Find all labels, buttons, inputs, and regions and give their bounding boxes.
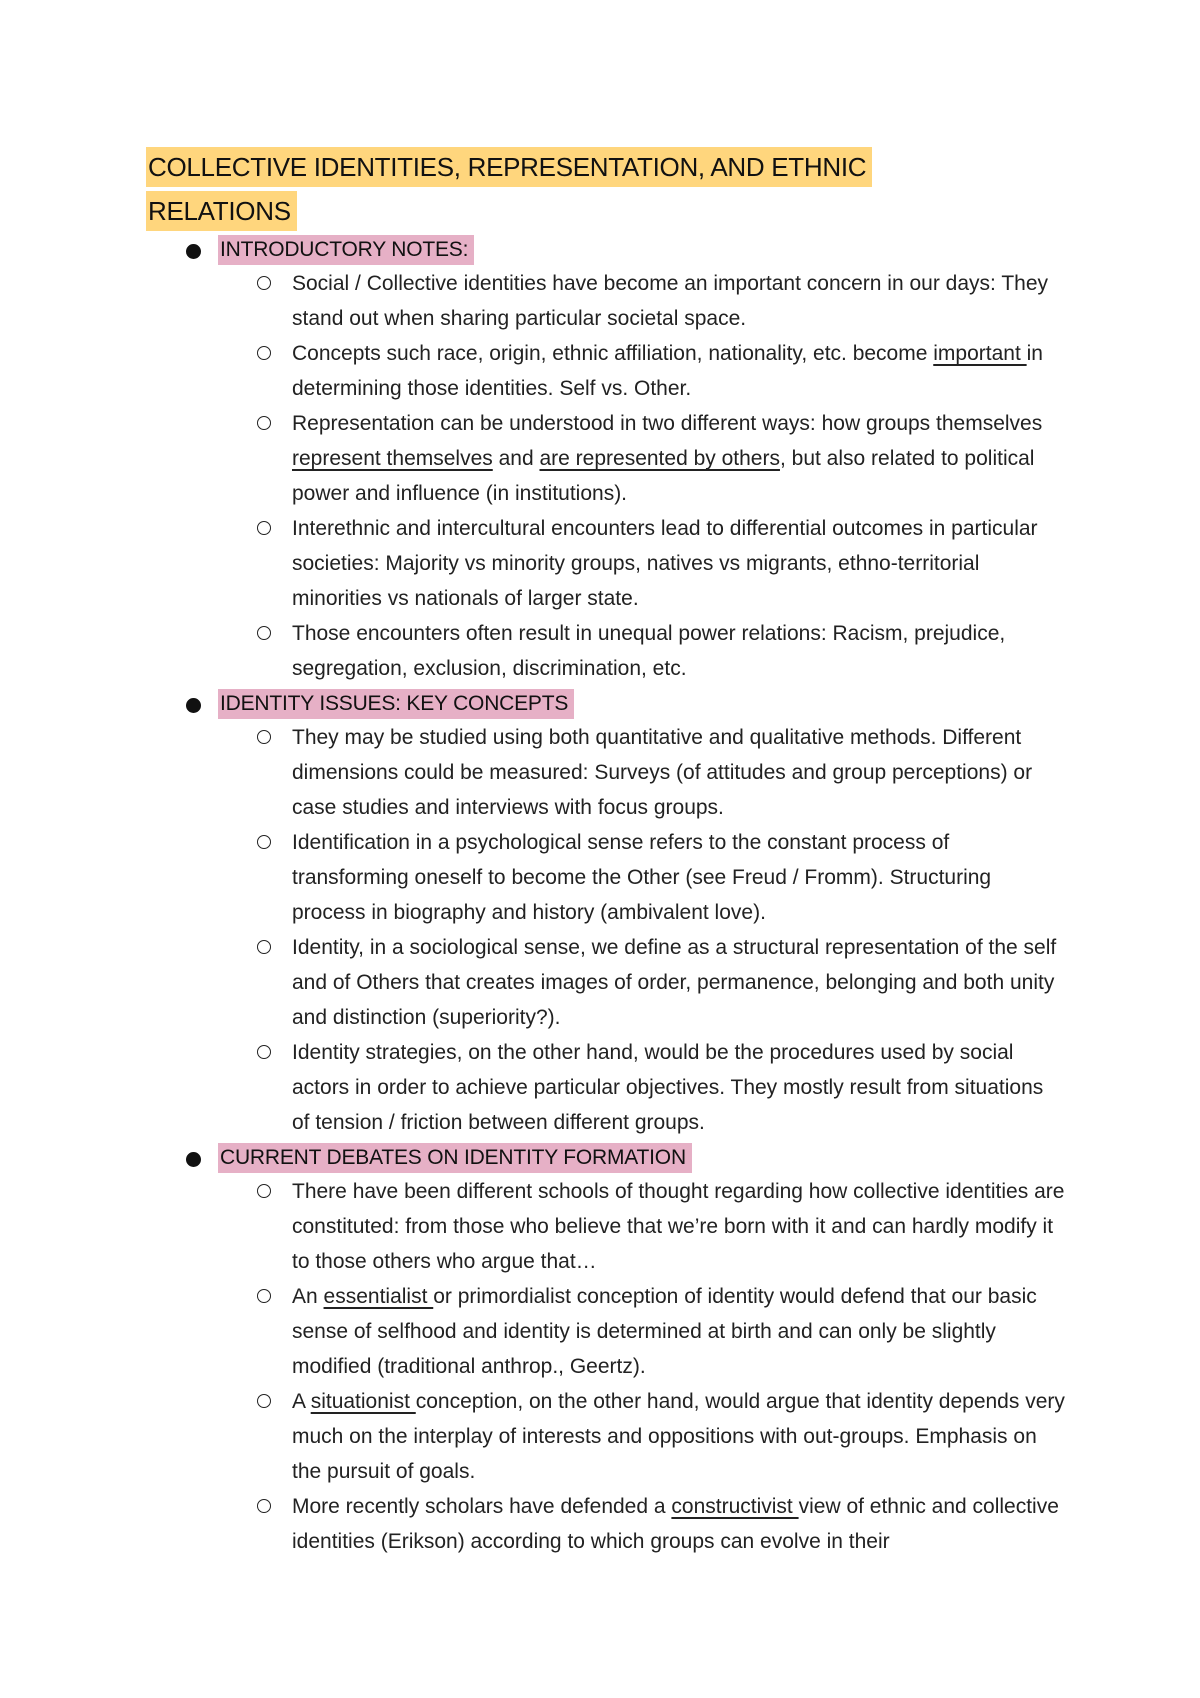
text-run: An	[292, 1285, 324, 1308]
hollow-bullet-icon	[257, 346, 271, 360]
underlined-term: are represented by others	[539, 447, 780, 470]
list-item	[146, 1035, 1066, 1140]
hollow-bullet-icon	[257, 730, 271, 744]
item-text	[292, 825, 1066, 930]
text-run: Interethnic and intercultural encounters lead to differential outcomes in particular societies: Majority vs minority groups, natives vs migrants, ethno-territorial minorities vs nationals of larger state.	[292, 517, 1038, 610]
hollow-bullet-icon	[257, 1289, 271, 1303]
section	[146, 232, 1066, 686]
text-run: in determining those identities. Self vs. Other.	[292, 342, 1043, 400]
hollow-bullet-icon	[257, 276, 271, 290]
item-text	[292, 266, 1066, 336]
item-text	[292, 1279, 1066, 1384]
section	[146, 1140, 1066, 1559]
item-text	[292, 1035, 1066, 1140]
hollow-bullet-icon	[257, 1499, 271, 1513]
hollow-bullet-icon	[257, 1184, 271, 1198]
item-text	[292, 720, 1066, 825]
text-run: More recently scholars have defended a	[292, 1495, 672, 1518]
text-run: conception, on the other hand, would argue that identity depends very much on the interplay of interests and oppositions with out-groups. Emphasis on the pursuit of goals.	[292, 1390, 1065, 1483]
hollow-bullet-icon	[257, 1045, 271, 1059]
notes-content	[146, 232, 1066, 1559]
underlined-term: situationist	[310, 1390, 416, 1413]
list-item	[146, 406, 1066, 511]
section-heading	[146, 686, 1066, 720]
text-run: Concepts such race, origin, ethnic affiliation, nationality, etc. become	[292, 342, 934, 365]
item-text	[292, 1174, 1066, 1279]
hollow-bullet-icon	[257, 1394, 271, 1408]
text-run: Social / Collective identities have become an important concern in our days: They stand out when sharing particular societal space.	[292, 272, 1049, 330]
hollow-bullet-icon	[257, 416, 271, 430]
document-title	[146, 147, 946, 235]
title-line-1: COLLECTIVE IDENTITIES, REPRESENTATION, AND ETHNIC	[146, 147, 872, 187]
hollow-bullet-icon	[257, 940, 271, 954]
list-item	[146, 930, 1066, 1035]
list-item	[146, 616, 1066, 686]
text-run: and	[492, 447, 540, 470]
underlined-term: important	[933, 342, 1027, 365]
text-run: Identification in a psychological sense refers to the constant process of transforming oneself to become the Other (see Freud / Fromm). Structuring process in biography and history (ambivalent love).	[292, 831, 992, 924]
list-item	[146, 511, 1066, 616]
filled-bullet-icon	[186, 1152, 201, 1167]
list-item	[146, 266, 1066, 336]
text-run: view of ethnic and collective identities (Erikson) according to which groups can evolve in their	[292, 1495, 1059, 1553]
text-run: or primordialist conception of identity would defend that our basic sense of selfhood and identity is determined at birth and can only be slightly modified (traditional anthrop., Geertz).	[292, 1285, 1037, 1378]
underlined-term: constructivist	[671, 1495, 799, 1518]
section-label: CURRENT DEBATES ON IDENTITY FORMATION	[218, 1143, 692, 1173]
list-item	[146, 825, 1066, 930]
section	[146, 686, 1066, 1140]
section-heading	[146, 1140, 1066, 1174]
hollow-bullet-icon	[257, 835, 271, 849]
text-run: Identity strategies, on the other hand, would be the procedures used by social actors in order to achieve particular objectives. They mostly result from situations of tension / friction between different groups.	[292, 1041, 1044, 1134]
underlined-term: represent themselves	[292, 447, 493, 470]
item-text	[292, 511, 1066, 616]
item-text	[292, 336, 1066, 406]
list-item	[146, 1279, 1066, 1384]
list-item	[146, 1174, 1066, 1279]
section-label: INTRODUCTORY NOTES:	[218, 235, 474, 265]
text-run: There have been different schools of thought regarding how collective identities are constituted: from those who believe that we’re born with it and can hardly modify it to those others who argue that…	[292, 1180, 1065, 1273]
section-heading	[146, 232, 1066, 266]
item-text	[292, 930, 1066, 1035]
list-item	[146, 1384, 1066, 1489]
filled-bullet-icon	[186, 244, 201, 259]
underlined-term: essentialist	[323, 1285, 434, 1308]
text-run: A	[292, 1390, 311, 1413]
text-run: Those encounters often result in unequal power relations: Racism, prejudice, segregation, exclusion, discrimination, etc.	[292, 622, 1006, 680]
list-item	[146, 720, 1066, 825]
filled-bullet-icon	[186, 698, 201, 713]
list-item	[146, 1489, 1066, 1559]
text-run: Representation can be understood in two different ways: how groups themselves	[292, 412, 1043, 435]
hollow-bullet-icon	[257, 626, 271, 640]
hollow-bullet-icon	[257, 521, 271, 535]
item-text	[292, 616, 1066, 686]
item-text	[292, 406, 1066, 511]
item-text	[292, 1489, 1066, 1559]
list-item	[146, 336, 1066, 406]
title-line-2: RELATIONS	[146, 191, 297, 231]
text-run: , but also related to political power and influence (in institutions).	[292, 447, 1035, 505]
text-run: They may be studied using both quantitative and qualitative methods. Different dimensions could be measured: Surveys (of attitudes and group perceptions) or case studies and interviews with focus groups.	[292, 726, 1033, 819]
text-run: Identity, in a sociological sense, we define as a structural representation of the self and of Others that creates images of order, permanence, belonging and both unity and distinction (superiority?).	[292, 936, 1057, 1029]
section-label: IDENTITY ISSUES: KEY CONCEPTS	[218, 689, 574, 719]
item-text	[292, 1384, 1066, 1489]
